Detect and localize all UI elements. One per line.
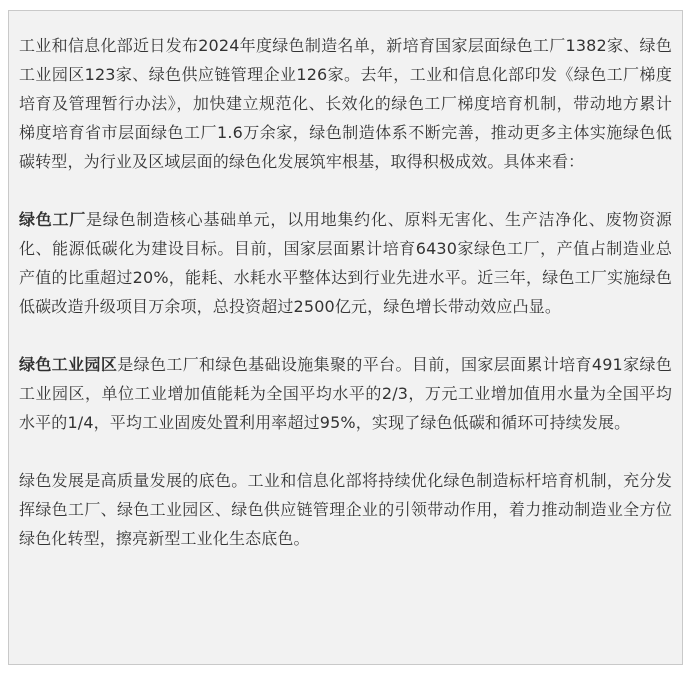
paragraph-conclusion bbox=[19, 466, 672, 553]
paragraph-green-park bbox=[19, 350, 672, 437]
paragraph-lead: 绿色工厂 bbox=[19, 210, 87, 229]
article-card bbox=[8, 10, 683, 665]
paragraph-intro bbox=[19, 31, 672, 176]
paragraph-text: 绿色发展是高质量发展的底色。工业和信息化部将持续优化绿色制造标杆培育机制，充分发挥绿色工厂、绿色工业园区、绿色供应链管理企业的引领带动作用，着力推动制造业全方位绿色化转型，擦亮新型工业化生态底色。 bbox=[19, 471, 672, 548]
paragraph-text: 是绿色制造核心基础单元，以用地集约化、原料无害化、生产洁净化、废物资源化、能源低碳化为建设目标。目前，国家层面累计培育6430家绿色工厂，产值占制造业总产值的比重超过20%，能耗、水耗水平整体达到行业先进水平。近三年，绿色工厂实施绿色低碳改造升级项目万余项，总投资超过2500亿元，绿色增长带动效应凸显。 bbox=[19, 210, 672, 316]
paragraph-text: 工业和信息化部近日发布2024年度绿色制造名单，新培育国家层面绿色工厂1382家、绿色工业园区123家、绿色供应链管理企业126家。去年，工业和信息化部印发《绿色工厂梯度培育及管理暂行办法》，加快建立规范化、长效化的绿色工厂梯度培育机制，带动地方累计梯度培育省市层面绿色工厂1.6万余家，绿色制造体系不断完善，推动更多主体实施绿色低碳转型，为行业及区域层面的绿色化发展筑牢根基，取得积极成效。具体来看： bbox=[19, 36, 672, 171]
paragraph-text: 是绿色工厂和绿色基础设施集聚的平台。目前，国家层面累计培育491家绿色工业园区，单位工业增加值能耗为全国平均水平的2/3，万元工业增加值用水量为全国平均水平的1/4，平均工业固废处置利用率超过95%，实现了绿色低碳和循环可持续发展。 bbox=[19, 355, 672, 432]
paragraph-green-factory bbox=[19, 205, 672, 321]
paragraph-lead: 绿色工业园区 bbox=[19, 355, 118, 374]
